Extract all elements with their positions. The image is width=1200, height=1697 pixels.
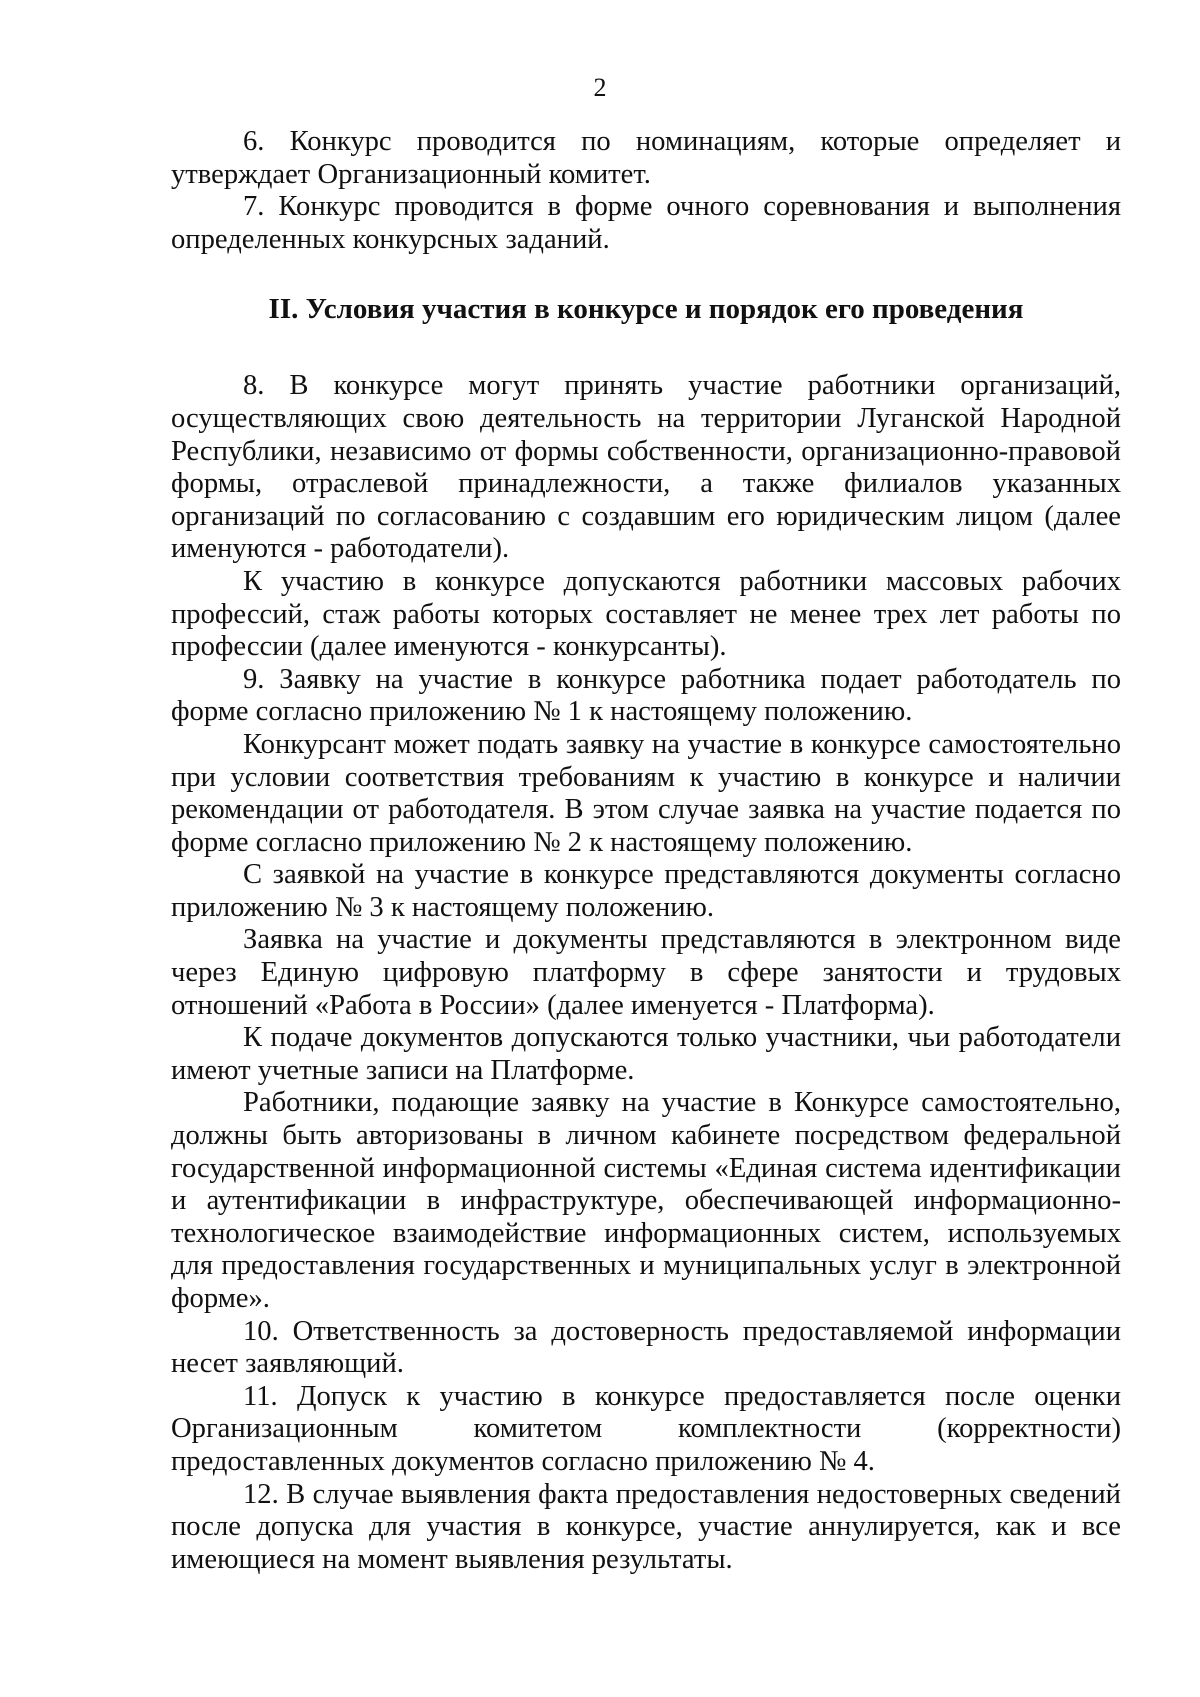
paragraph-11: 11. Допуск к участию в конкурсе предоставляется после оценки Организационным комитетом комплектности (корректности) предоставленных документов согласно приложению № 4. — [171, 1380, 1121, 1477]
paragraph-8: 8. В конкурсе могут принять участие работники организаций, осуществляющих свою деятельность на территории Луганской Народной Республики, независимо от формы собственности, организационно-правовой формы, отраслевой принадлежности, а также филиалов указанных организаций по согласованию с создавшим его юридическим лицом (далее именуются - работодатели). — [171, 370, 1121, 565]
paragraph-9-electronic-form: Заявка на участие и документы представляются в электронном виде через Единую цифровую платформу в сфере занятости и трудовых отношений «Работа в России» (далее именуется - Платформа). — [171, 924, 1121, 1021]
paragraph-9: 9. Заявку на участие в конкурсе работника подает работодатель по форме согласно приложению № 1 к настоящему положению. — [171, 663, 1121, 728]
paragraph-10: 10. Ответственность за достоверность предоставляемой информации несет заявляющий. — [171, 1315, 1121, 1380]
paragraph-9-platform-accounts: К подаче документов допускаются только участники, чьи работодатели имеют учетные записи на Платформе. — [171, 1022, 1121, 1086]
paragraph-9-documents: С заявкой на участие в конкурсе представляются документы согласно приложению № 3 к настоящему положению. — [171, 859, 1121, 923]
paragraph-6: 6. Конкурс проводится по номинациям, которые определяет и утверждает Организационный комитет. — [171, 126, 1121, 190]
section-title: II. Условия участия в конкурсе и порядок его проведения — [268, 293, 1024, 326]
paragraph-7: 7. Конкурс проводится в форме очного соревнования и выполнения определенных конкурсных заданий. — [171, 191, 1121, 255]
paragraph-9-authorization: Работники, подающие заявку на участие в Конкурсе самостоятельно, должны быть авторизованы в личном кабинете посредством федеральной государственной информационной системы «Единая система идентификации и аутентификации в инфраструктуре, обеспечивающей информационно-технологическое взаимодействие информационных систем, используемых для предоставления государственных и муниципальных услуг в электронной форме». — [171, 1087, 1121, 1314]
paragraph-9-self-application: Конкурсант может подать заявку на участие в конкурсе самостоятельно при условии соответствия требованиям к участию в конкурсе и наличии рекомендации от работодателя. В этом случае заявка на участие подается по форме согласно приложению № 2 к настоящему положению. — [171, 728, 1121, 858]
paragraph-12: 12. В случае выявления факта предоставления недостоверных сведений после допуска для участия в конкурсе, участие аннулируется, как и все имеющиеся на момент выявления результаты. — [171, 1478, 1121, 1575]
document-body — [171, 126, 1121, 1576]
paragraph-8-admission: К участию в конкурсе допускаются работники массовых рабочих профессий, стаж работы которых составляет не менее трех лет работы по профессии (далее именуются - конкурсанты). — [171, 565, 1121, 663]
page-number: 2 — [593, 73, 607, 102]
